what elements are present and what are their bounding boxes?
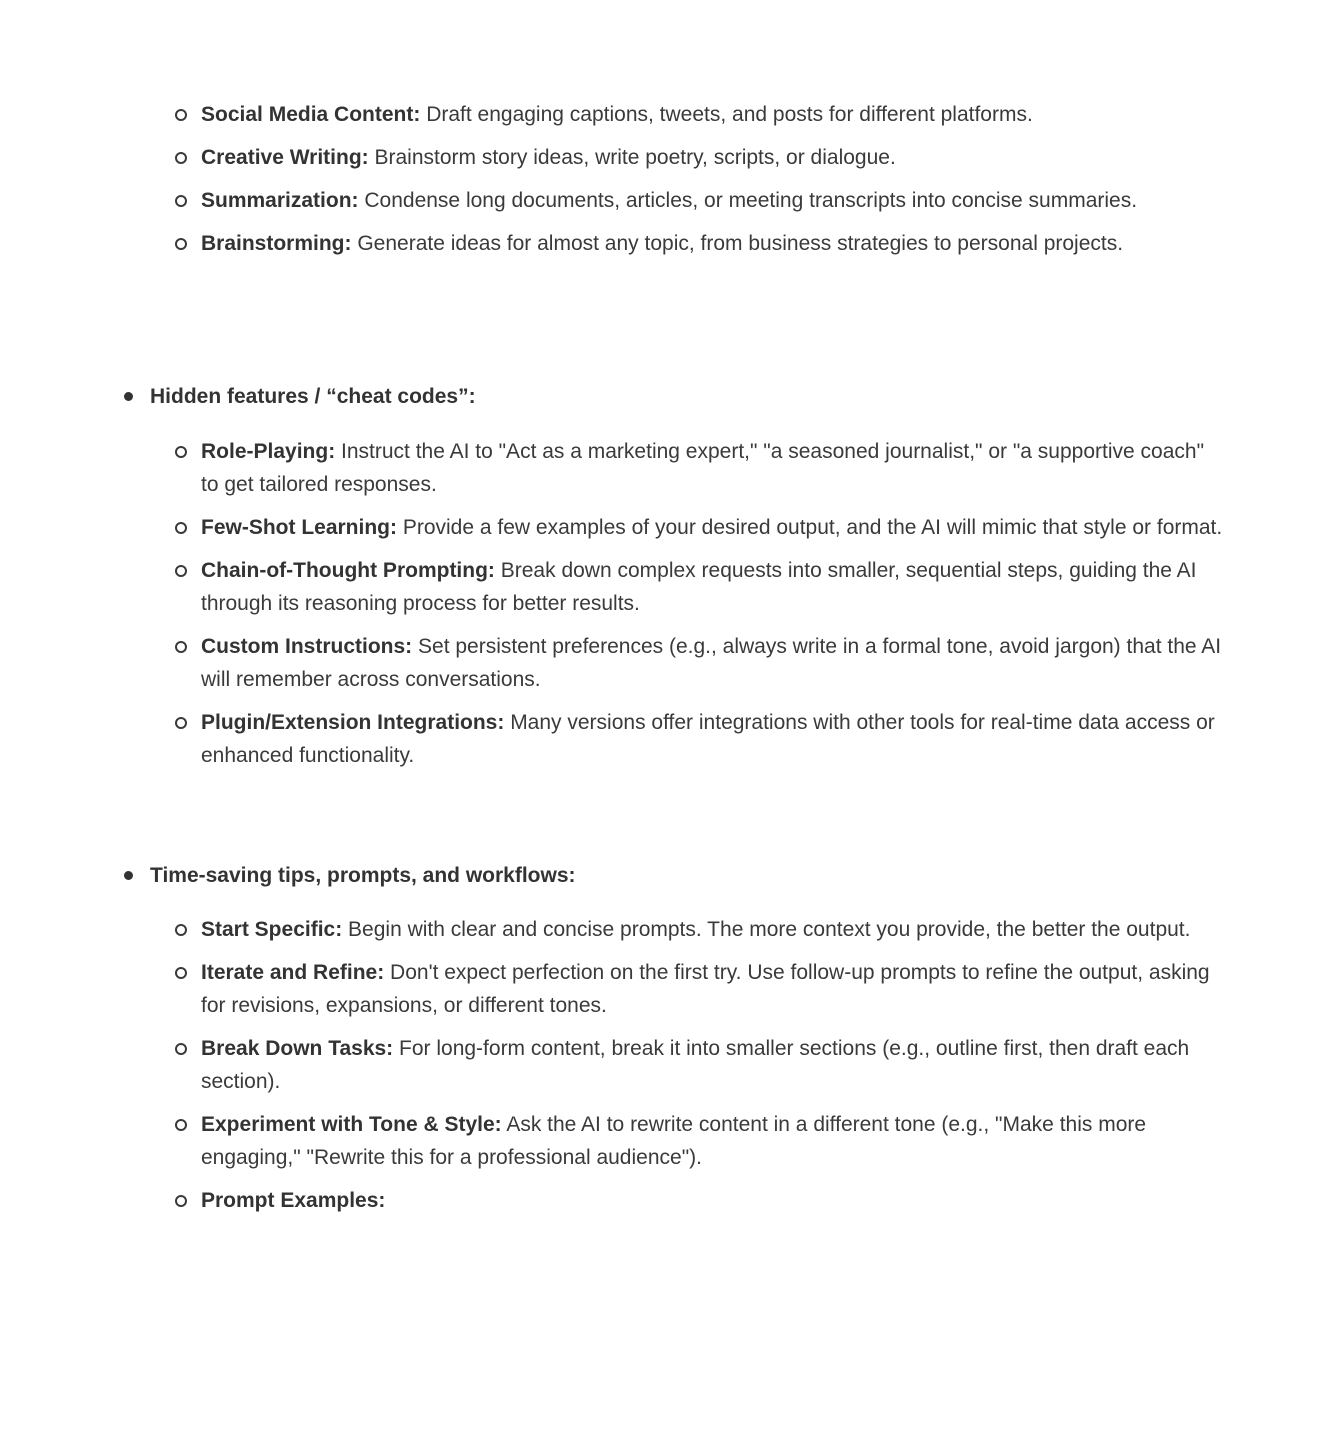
hidden-features-list [0, 435, 1317, 782]
hollow-bullet-icon [175, 152, 187, 164]
item-text: Generate ideas for almost any topic, from business strategies to personal projects. [351, 232, 1124, 255]
hollow-bullet-icon [175, 717, 187, 729]
item-text: Ask the AI to rewrite content in a different tone (e.g., "Make this more engaging," "Rewrite this for a professional audience"). [201, 1113, 1147, 1169]
item-term: Social Media Content: [201, 103, 421, 126]
hollow-bullet-icon [175, 238, 187, 250]
hollow-bullet-icon [175, 109, 187, 121]
hollow-bullet-icon [175, 522, 187, 534]
list-item [201, 554, 1225, 620]
hollow-bullet-icon [175, 565, 187, 577]
item-text: Condense long documents, articles, or meeting transcripts into concise summaries. [358, 189, 1138, 212]
item-text: Don't expect perfection on the first try. Use follow-up prompts to refine the output, asking for revisions, expansions, or different tones. [201, 961, 1210, 1017]
item-text: Begin with clear and concise prompts. The more context you provide, the better the output. [342, 918, 1191, 941]
list-item [201, 435, 1225, 501]
item-term: Iterate and Refine: [201, 961, 385, 984]
item-term: Prompt Examples: [201, 1189, 386, 1212]
item-term: Experiment with Tone & Style: [201, 1113, 502, 1136]
hollow-bullet-icon [175, 195, 187, 207]
item-text: Set persistent preferences (e.g., always write in a formal tone, avoid jargon) that the AI will remember across conversations. [201, 635, 1222, 691]
list-item [201, 706, 1225, 772]
item-text: Break down complex requests into smaller, sequential steps, guiding the AI through its reasoning process for better results. [201, 559, 1197, 615]
list-item [201, 1108, 1225, 1174]
hollow-bullet-icon [175, 1195, 187, 1207]
item-text: Instruct the AI to "Act as a marketing expert," "a seasoned journalist," or "a supportive coach" to get tailored responses. [201, 440, 1205, 496]
list-item [201, 956, 1225, 1022]
list-item [201, 1032, 1225, 1098]
hollow-bullet-icon [175, 924, 187, 936]
hollow-bullet-icon [175, 967, 187, 979]
hidden-features-heading [0, 380, 1174, 413]
item-text: Draft engaging captions, tweets, and posts for different platforms. [420, 103, 1033, 126]
hollow-bullet-icon [175, 641, 187, 653]
item-text: Brainstorm story ideas, write poetry, scripts, or dialogue. [368, 146, 896, 169]
time-saving-heading [0, 859, 1174, 892]
time-saving-list [0, 913, 1317, 1227]
list-item [201, 913, 1225, 946]
item-term: Custom Instructions: [201, 635, 413, 658]
item-term: Role-Playing: [201, 440, 336, 463]
heading-text: Hidden features / “cheat codes”: [150, 385, 476, 408]
filled-bullet-icon [124, 392, 133, 401]
item-term: Brainstorming: [201, 232, 352, 255]
item-term: Plugin/Extension Integrations: [201, 711, 505, 734]
item-term: Few-Shot Learning: [201, 516, 397, 539]
item-term: Chain-of-Thought Prompting: [201, 559, 495, 582]
list-item [201, 227, 1225, 260]
list-item [201, 98, 1225, 131]
list-item [201, 511, 1225, 544]
list-item [201, 1184, 1225, 1217]
list-item [201, 630, 1225, 696]
item-text: Provide a few examples of your desired output, and the AI will mimic that style or format. [397, 516, 1223, 539]
use-cases-list [0, 98, 1317, 270]
item-term: Start Specific: [201, 918, 343, 941]
heading-text: Time-saving tips, prompts, and workflows: [150, 864, 576, 887]
item-text: For long-form content, break it into smaller sections (e.g., outline first, then draft each section). [201, 1037, 1190, 1093]
hollow-bullet-icon [175, 1043, 187, 1055]
list-item [201, 184, 1225, 217]
item-text: Many versions offer integrations with other tools for real-time data access or enhanced functionality. [201, 711, 1215, 767]
item-term: Creative Writing: [201, 146, 369, 169]
list-item [201, 141, 1225, 174]
item-term: Break Down Tasks: [201, 1037, 394, 1060]
filled-bullet-icon [124, 871, 133, 880]
hollow-bullet-icon [175, 446, 187, 458]
hollow-bullet-icon [175, 1119, 187, 1131]
item-term: Summarization: [201, 189, 359, 212]
